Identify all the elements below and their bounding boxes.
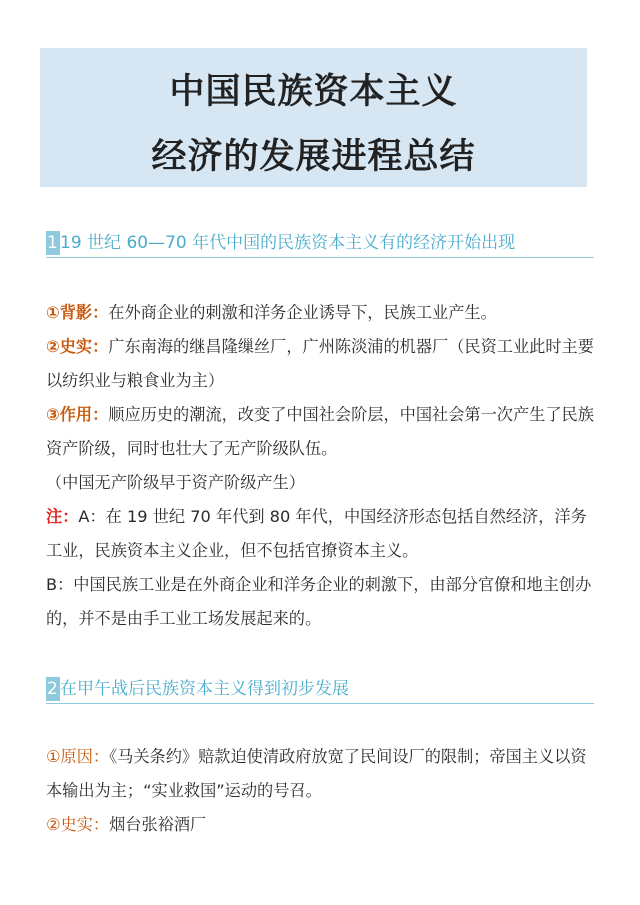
section-2-header	[46, 676, 594, 704]
facts-2-paragraph	[46, 808, 596, 842]
reason-label: ①原因：	[46, 747, 110, 766]
facts-2-text: 烟台张裕酒厂	[109, 815, 207, 834]
facts-label: ②史实：	[46, 337, 109, 356]
facts-text: 广东南海的继昌隆缫丝厂，广州陈淡浦的机器厂（民资工业此时主要以纺织业与粮食业为主）	[46, 337, 594, 390]
reason-text: 《马关条约》赔款迫使清政府放宽了民间设厂的限制；帝国主义以资本输出为主；“实业救国”运动的号召。	[46, 747, 587, 800]
effect-label: ③作用：	[46, 405, 109, 424]
effect-note: （中国无产阶级早于资产阶级产生）	[46, 473, 305, 492]
title-banner	[40, 48, 587, 187]
facts-2-label: ②史实：	[46, 815, 110, 834]
section-1-number: 1	[46, 231, 60, 255]
background-label: ①背影：	[46, 303, 109, 322]
reason-paragraph	[46, 740, 596, 808]
note-label: 注	[46, 507, 63, 526]
effect-paragraph	[46, 398, 596, 466]
title-line-2: 经济的发展进程总结	[151, 137, 476, 177]
effect-text: 顺应历史的潮流，改变了中国社会阶层，中国社会第一次产生了民族资产阶级，同时也壮大了无产阶级队伍。	[46, 405, 594, 458]
section-1-heading: 19 世纪 60—70 年代中国的民族资本主义有的经济开始出现	[60, 233, 516, 253]
section-1-header	[46, 230, 594, 258]
note-separator: ：	[62, 507, 79, 526]
note-a-text: A：在 19 世纪 70 年代到 80 年代，中国经济形态包括自然经济，洋务工业，民族资本主义企业，但不包括官撩资本主义。	[46, 507, 587, 560]
title-line-1: 中国民族资本主义	[169, 72, 458, 112]
note-a-paragraph	[46, 500, 596, 568]
section-2-heading: 在甲午战后民族资本主义得到初步发展	[60, 679, 349, 699]
background-text: 在外商企业的刺激和洋务企业诱导下，民族工业产生。	[108, 303, 497, 322]
note-b-paragraph: B：中国民族工业是在外商企业和洋务企业的刺激下，由部分官僚和地主创办的，并不是由手工业工场发展起来的。	[46, 575, 592, 628]
background-paragraph	[46, 296, 596, 330]
facts-paragraph	[46, 330, 596, 398]
section-2-number: 2	[46, 677, 60, 701]
